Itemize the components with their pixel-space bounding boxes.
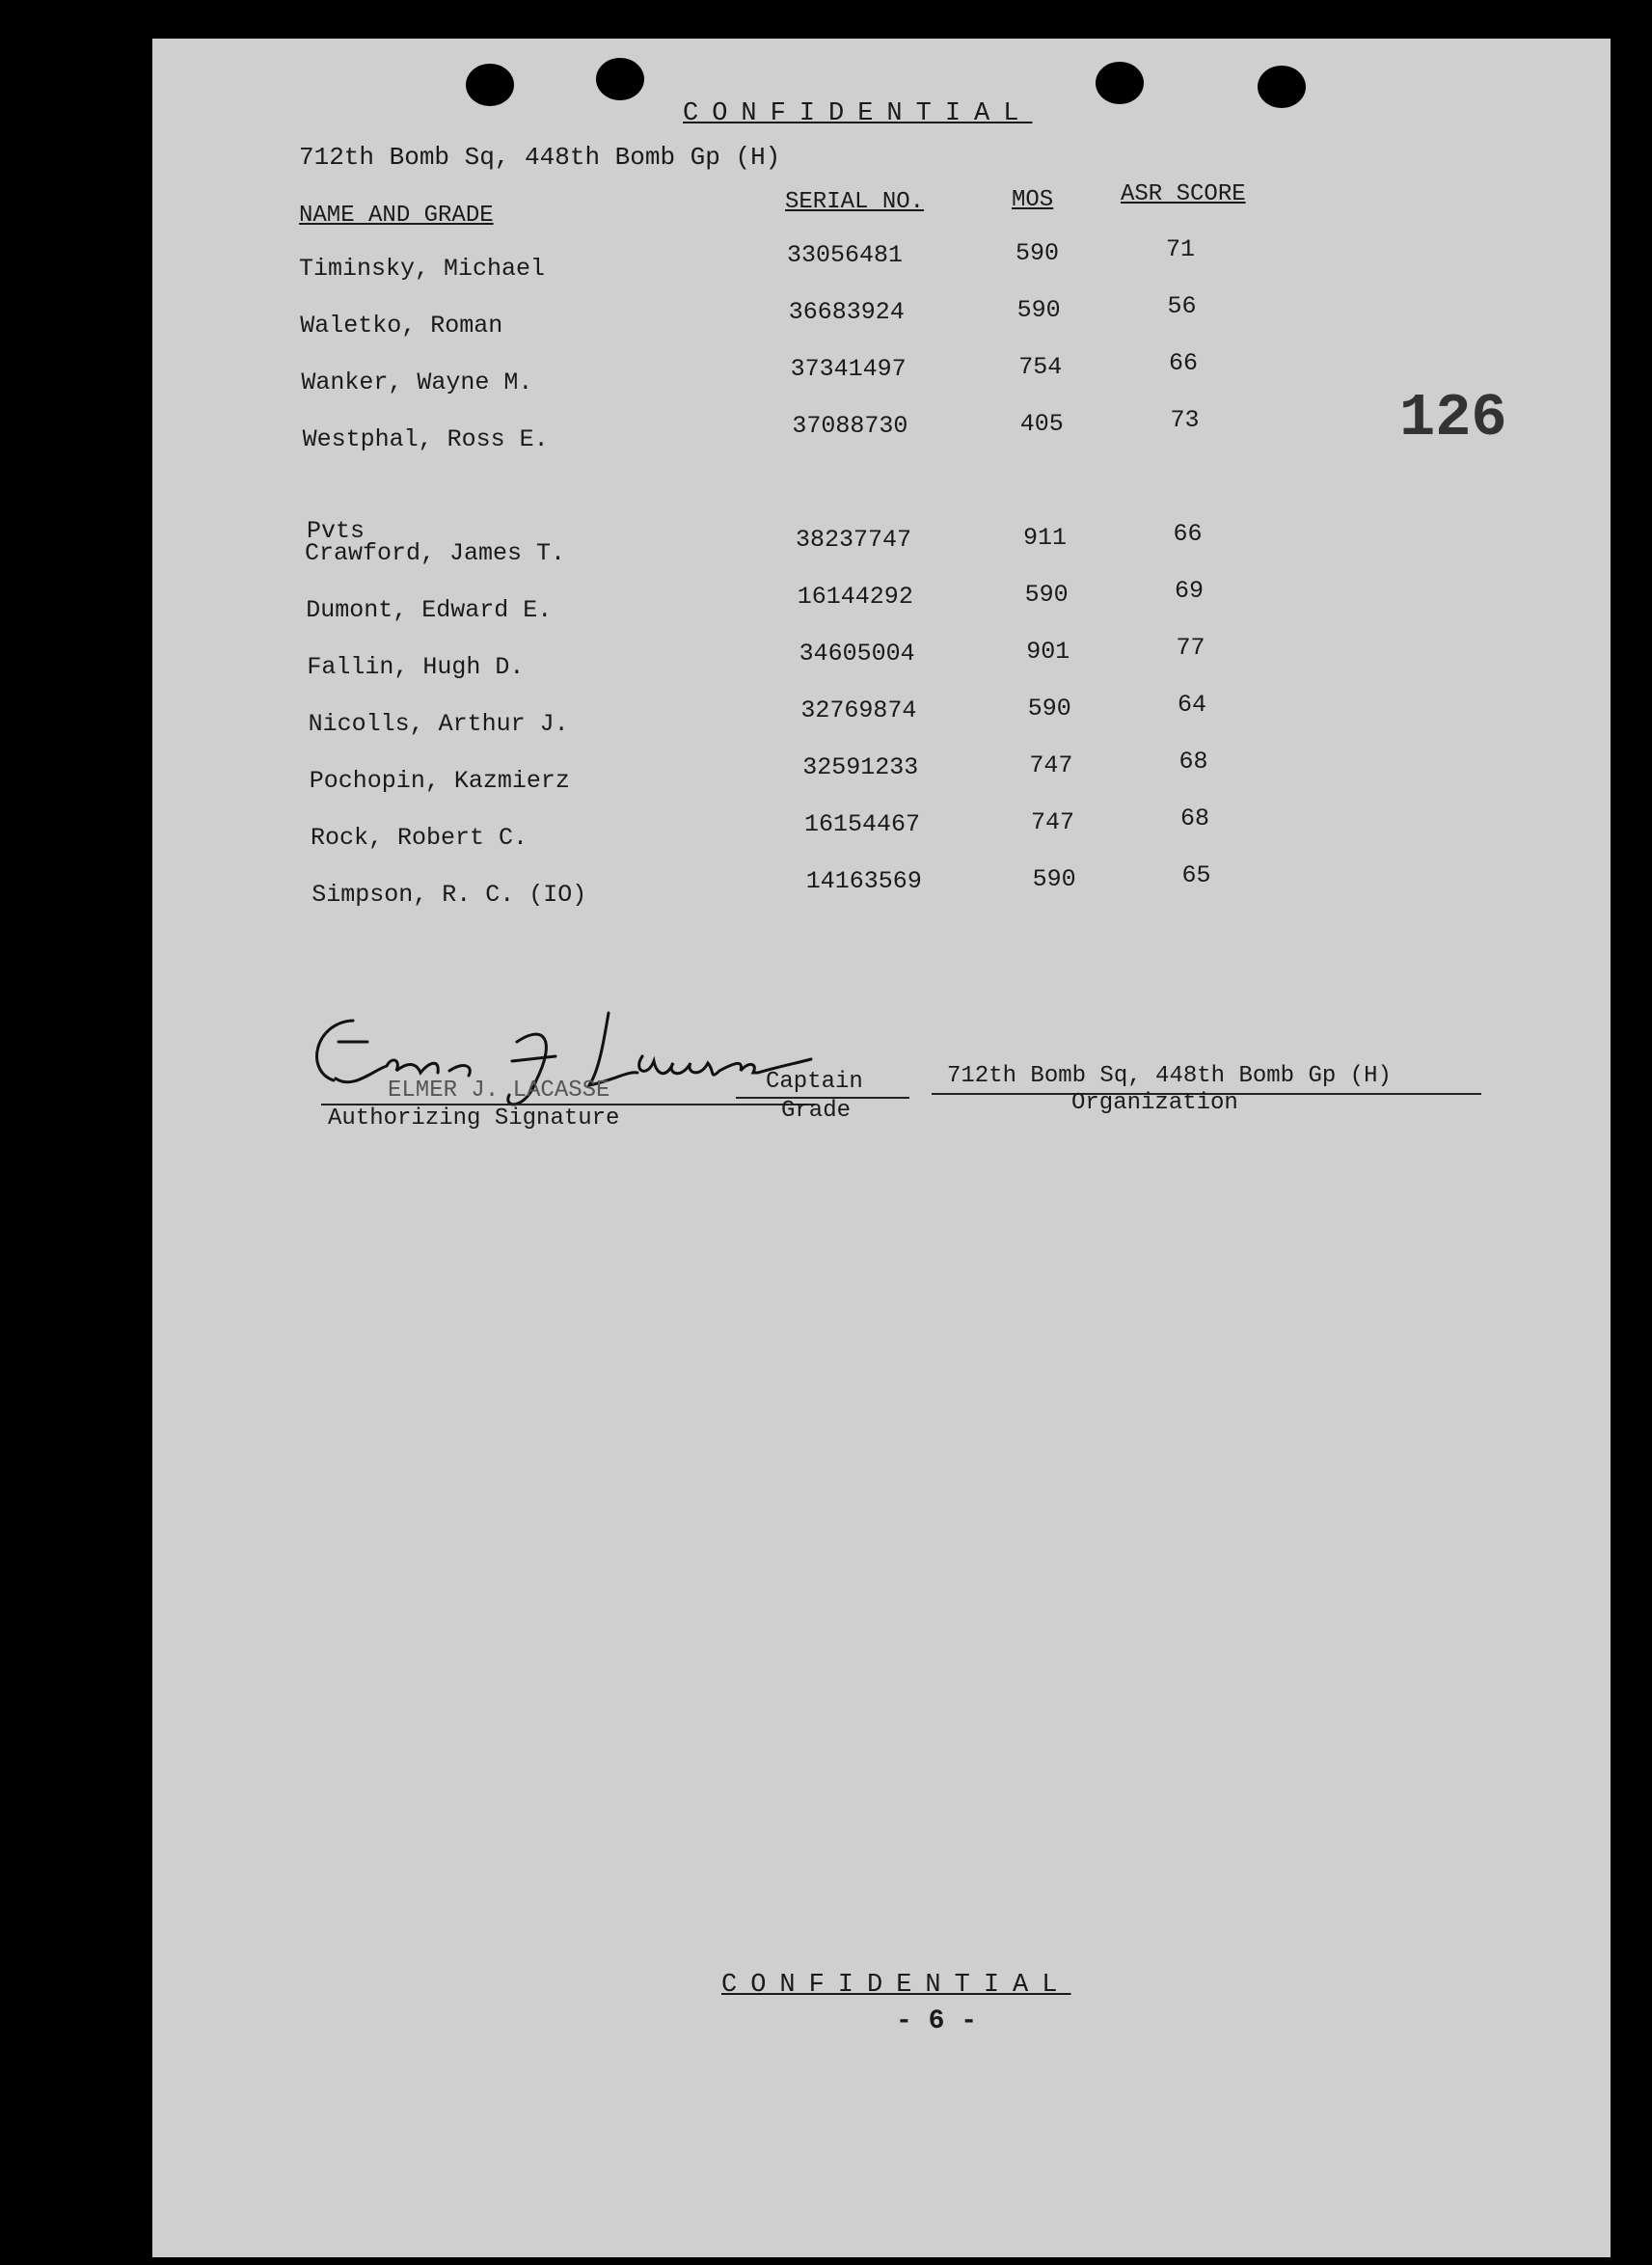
row-serial: 16144292 xyxy=(797,583,913,611)
row-name: Crawford, James T. xyxy=(305,539,566,567)
organization-value: 712th Bomb Sq, 448th Bomb Gp (H) xyxy=(947,1063,1392,1089)
document-page xyxy=(152,39,1611,2257)
row-serial: 33056481 xyxy=(787,241,904,269)
group-label-pvts: Pvts xyxy=(307,517,366,545)
row-name: Simpson, R. C. (IO) xyxy=(311,881,587,909)
row-asr: 65 xyxy=(1181,861,1211,889)
typed-signatory-name: ELMER J. LACASSE xyxy=(388,1078,610,1104)
grade-caption: Grade xyxy=(781,1098,852,1124)
row-serial: 38237747 xyxy=(796,526,912,554)
row-asr: 66 xyxy=(1169,349,1199,377)
row-name: Westphal, Ross E. xyxy=(302,425,549,453)
row-serial: 36683924 xyxy=(788,298,905,326)
row-mos: 911 xyxy=(1023,524,1068,552)
row-asr: 68 xyxy=(1178,748,1208,776)
row-mos: 590 xyxy=(1027,695,1071,723)
row-serial: 14163569 xyxy=(805,867,922,895)
row-asr: 66 xyxy=(1173,520,1203,548)
row-mos: 754 xyxy=(1018,353,1063,381)
punch-hole xyxy=(596,58,644,100)
row-serial: 32591233 xyxy=(802,753,919,781)
row-mos: 747 xyxy=(1031,808,1075,836)
punch-hole xyxy=(466,64,514,106)
row-asr: 71 xyxy=(1166,235,1196,263)
row-asr: 68 xyxy=(1180,805,1210,832)
row-serial: 37341497 xyxy=(790,355,907,383)
row-asr: 56 xyxy=(1167,292,1197,320)
row-mos: 405 xyxy=(1019,410,1064,438)
row-mos: 901 xyxy=(1026,638,1070,666)
row-name: Rock, Robert C. xyxy=(311,824,528,852)
row-asr: 77 xyxy=(1176,634,1205,662)
row-serial: 16154467 xyxy=(804,810,921,838)
column-header-name: NAME AND GRADE xyxy=(299,203,494,229)
row-serial: 37088730 xyxy=(792,412,908,440)
classification-footer: CONFIDENTIAL xyxy=(721,1971,1071,2000)
grade-value: Captain xyxy=(766,1069,863,1095)
column-header-asr: ASR SCORE xyxy=(1121,181,1246,207)
row-mos: 590 xyxy=(1016,239,1060,267)
row-name: Wanker, Wayne M. xyxy=(301,368,533,396)
row-name: Pochopin, Kazmierz xyxy=(309,767,570,795)
row-name: Waletko, Roman xyxy=(300,312,503,340)
row-name: Timinsky, Michael xyxy=(299,255,546,283)
row-serial: 32769874 xyxy=(800,696,917,724)
page-number: - 6 - xyxy=(896,2006,978,2036)
row-name: Nicolls, Arthur J. xyxy=(308,710,569,738)
page-stamp: 126 xyxy=(1399,384,1507,452)
row-mos: 590 xyxy=(1016,296,1061,324)
punch-hole xyxy=(1258,66,1306,108)
unit-header: 712th Bomb Sq, 448th Bomb Gp (H) xyxy=(299,143,781,172)
row-serial: 34605004 xyxy=(799,640,915,668)
row-mos: 747 xyxy=(1029,751,1073,779)
organization-caption: Organization xyxy=(1071,1090,1238,1116)
column-header-serial: SERIAL NO. xyxy=(785,189,925,215)
signature-caption: Authorizing Signature xyxy=(328,1105,620,1132)
row-name: Fallin, Hugh D. xyxy=(307,653,525,681)
row-mos: 590 xyxy=(1024,581,1069,609)
row-name: Dumont, Edward E. xyxy=(306,596,553,624)
row-mos: 590 xyxy=(1032,865,1076,893)
row-asr: 73 xyxy=(1170,406,1200,434)
row-asr: 69 xyxy=(1175,577,1205,605)
punch-hole xyxy=(1096,62,1144,104)
row-asr: 64 xyxy=(1178,691,1207,719)
column-header-mos: MOS xyxy=(1012,187,1054,213)
classification-header: CONFIDENTIAL xyxy=(683,99,1033,128)
